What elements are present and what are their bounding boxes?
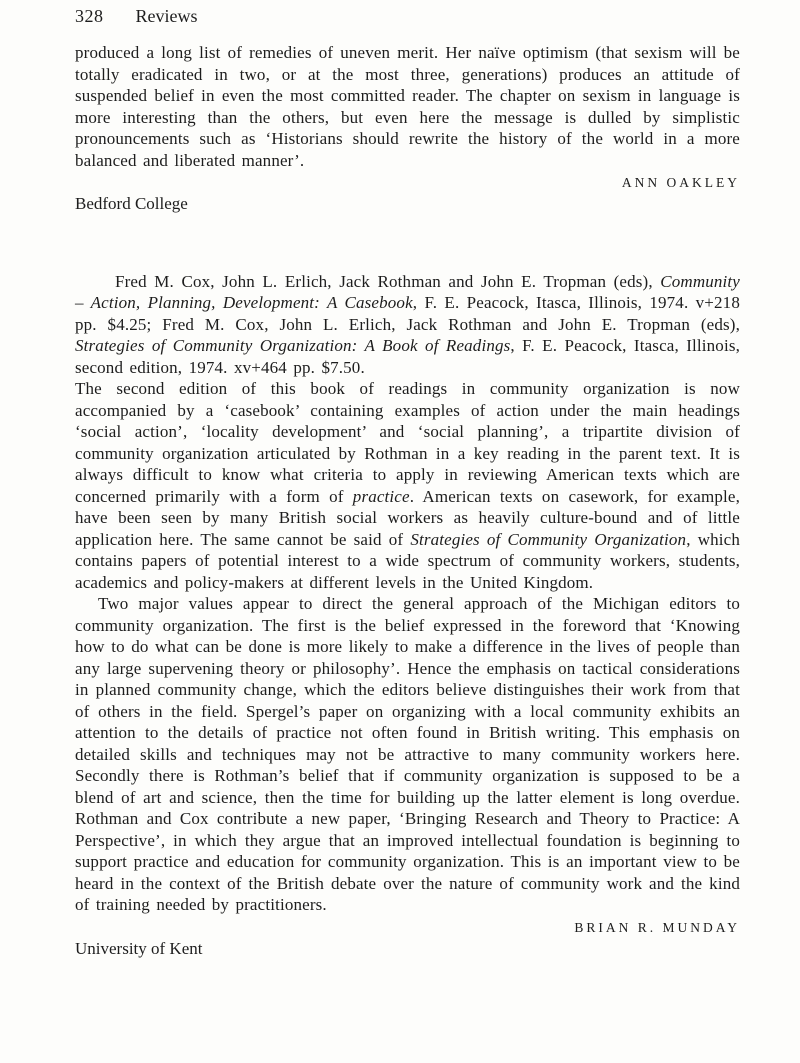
book-citation: Fred M. Cox, John L. Erlich, Jack Rothman and John E. Tropman (eds), Community – Action, Planning, Development: A Casebook, F. E. Peacock, Itasca, Illinois, 1974. v+218 pp. $4.25; Fred M. Cox, John L. Erlich, Jack Rothman and John E. Tropman (eds), Strategies of Community Organization: A Book of Readings, F. E. Peacock, Itasca, Illinois, second edition, 1974. xv+464 pp. $7.50.: [75, 271, 740, 377]
section-title: Reviews: [135, 6, 198, 26]
previous-review-closing: [75, 42, 740, 215]
reviewer-affiliation: Bedford College: [75, 194, 188, 213]
page-header: [75, 6, 740, 27]
review-closing-paragraph: produced a long list of remedies of uneven merit. Her naïve optimism (that sexism will be totally eradicated in two, or at the most three, generations) produces an attitude of suspended belief in even the most committed reader. The chapter on sexism in language is more interesting than the others, but even here the message is dulled by simplistic pronouncements such as ‘Historians should rewrite the history of the world in a more balanced and liberated manner’.: [75, 43, 740, 170]
book-review: [75, 271, 740, 960]
reviewer-signature: ANN OAKLEY: [621, 175, 740, 190]
signature-block: [75, 920, 740, 960]
page-number: 328: [75, 6, 104, 26]
reviewer-signature: BRIAN R. MUNDAY: [574, 919, 740, 935]
signature-block: [75, 175, 740, 215]
review-paragraph-1: The second edition of this book of readings in community organization is now accompanied by a ‘casebook’ containing examples of action under the main headings ‘social action’, ‘locality development’ and ‘social planning’, a tripartite division of community organization articulated by Rothman in a key reading in the parent text. It is always difficult to know what criteria to apply in reviewing American texts which are concerned primarily with a form of practice. American texts on casework, for example, have been seen by many British social workers as heavily culture-bound and of little application here. The same cannot be said of Strategies of Community Organization, which contains papers of potential interest to a wide spectrum of community workers, students, academics and policy-makers at different levels in the United Kingdom.: [75, 379, 740, 592]
reviewer-affiliation: University of Kent: [75, 938, 203, 958]
review-paragraph-2: Two major values appear to direct the general approach of the Michigan editors to community organization. The first is the belief expressed in the foreword that ‘Knowing how to do what can be done is more likely to make a difference in the lives of people than any large supervening theory or philosophy’. Hence the emphasis on tactical considerations in planned community change, which the editors believe distinguishes their work from that of others in the field. Spergel’s paper on organizing with a local community exhibits an attention to the details of practice not often found in British writing. This emphasis on detailed skills and techniques may not be attractive to many community workers here. Secondly there is Rothman’s belief that if community organization is supposed to be a blend of art and science, then the time for building up the latter element is long overdue. Rothman and Cox contribute a new paper, ‘Bringing Research and Theory to Practice: A Perspective’, in which they argue that an improved intellectual foundation is beginning to support practice and education for community organization. This is an important view to be heard in the context of the British debate over the nature of community work and the kind of training needed by practitioners.: [75, 594, 740, 914]
